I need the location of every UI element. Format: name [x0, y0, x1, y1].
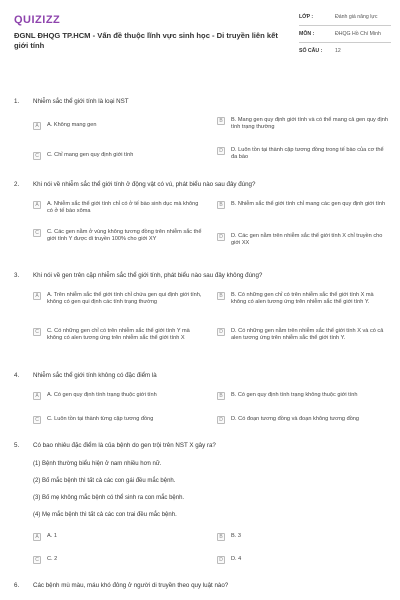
option-letter: B	[217, 392, 225, 400]
option-letter: A	[33, 533, 41, 541]
question-number: 5.	[14, 442, 20, 449]
option-letter: A	[33, 392, 41, 400]
option-text: C. Có những gen chỉ có trên nhiễm sắc thể giới tính Y mà không có alen tương ứng trên nhiễm sắc thể giới tính X	[47, 328, 190, 341]
option-text: A. Có gen quy định tính trạng thuộc giới tính	[47, 392, 157, 398]
option-text: C. Luôn tồn tại thành từng cặp tương đồng	[47, 416, 154, 422]
option-letter: C	[33, 556, 41, 564]
option-letter: D	[217, 556, 225, 564]
option-letter: D	[217, 328, 225, 336]
option-text: D. 4	[231, 556, 242, 562]
option-d[interactable]	[217, 147, 389, 161]
statement: (1) Bệnh thường biểu hiện ở nam nhiều hơn nữ.	[33, 461, 162, 467]
option-text: C. Các gen nằm ở vùng không tương đồng trên nhiễm sắc thể giới tính Y được di truyền 100% cho giới XY	[47, 229, 202, 242]
question-number: 3.	[14, 272, 20, 279]
option-letter: C	[33, 416, 41, 424]
quizizz-logo: QUIZIZZ	[14, 14, 61, 26]
option-letter: A	[33, 292, 41, 300]
option-d[interactable]	[217, 416, 389, 424]
option-b[interactable]	[217, 117, 389, 131]
question-number: 4.	[14, 372, 20, 379]
option-text: C. 2	[47, 556, 58, 562]
option-letter: D	[217, 233, 225, 241]
option-letter: C	[33, 328, 41, 336]
meta-label: MÔN :	[299, 31, 315, 37]
option-a[interactable]	[33, 392, 205, 400]
question-number: 6.	[14, 582, 20, 589]
option-c[interactable]	[33, 556, 205, 564]
question-text: Khi nói về nhiễm sắc thể giới tính ở động vật có vú, phát biểu nào sau đây đúng?	[33, 181, 256, 188]
option-letter: D	[217, 147, 225, 155]
option-d[interactable]	[217, 556, 389, 564]
statement: (3) Bố mẹ không mắc bệnh có thể sinh ra con mắc bệnh.	[33, 495, 185, 501]
option-b[interactable]	[217, 392, 389, 400]
option-a[interactable]	[33, 201, 205, 215]
option-text: A. Không mang gen	[47, 122, 97, 128]
question-text: Các bệnh mù màu, máu khó đông ở người di truyền theo quy luật nào?	[33, 582, 229, 589]
option-b[interactable]	[217, 201, 389, 209]
option-text: C. Chỉ mang gen quy định giới tính	[47, 152, 134, 158]
question-number: 2.	[14, 181, 20, 188]
worksheet-meta	[299, 14, 391, 55]
question-text: Khi nói về gen trên cặp nhiễm sắc thể giới tính, phát biểu nào sau đây không đúng?	[33, 272, 263, 279]
option-d[interactable]	[217, 233, 389, 247]
option-letter: D	[217, 416, 225, 424]
meta-label: SỐ CÂU :	[299, 48, 323, 54]
divider	[299, 42, 391, 43]
meta-value: ĐHQG Hồ Chí Minh	[335, 31, 381, 37]
option-c[interactable]	[33, 152, 203, 160]
meta-subject	[299, 31, 391, 38]
option-text: D. Có đoạn tương đồng và đoạn không tương đồng	[231, 416, 360, 422]
question-text: Có bao nhiêu đặc điểm là của bệnh do gen trội trên NST X gây ra?	[33, 442, 216, 449]
option-text: A. 1	[47, 533, 57, 539]
meta-count	[299, 48, 391, 55]
option-a[interactable]	[33, 122, 203, 130]
option-c[interactable]	[33, 416, 205, 424]
option-letter: B	[217, 533, 225, 541]
option-text: B. Nhiễm sắc thể giới tính chỉ mang các gen quy định giới tính	[231, 201, 386, 207]
option-text: B. Có gen quy định tính trạng không thuộc giới tính	[231, 392, 358, 398]
worksheet-header	[0, 0, 400, 80]
option-text: D. Các gen nằm trên nhiễm sắc thể giới tính X chỉ truyền cho giới XX	[231, 233, 383, 246]
meta-class	[299, 14, 391, 21]
meta-value: Đánh giá năng lực	[335, 14, 378, 20]
option-letter: A	[33, 122, 41, 130]
divider	[299, 25, 391, 26]
option-b[interactable]	[217, 292, 389, 306]
option-letter: C	[33, 152, 41, 160]
option-c[interactable]	[33, 229, 205, 243]
option-text: B. Có những gen chỉ có trên nhiễm sắc thể giới tính X mà không có alen tương ứng trên nhiễm sắc thể giới tính Y.	[231, 292, 374, 305]
option-letter: C	[33, 229, 41, 237]
option-c[interactable]	[33, 328, 205, 342]
option-letter: B	[217, 201, 225, 209]
option-a[interactable]	[33, 533, 205, 541]
statement: (2) Bố mắc bệnh thì tất cả các con gái đều mắc bệnh.	[33, 478, 176, 484]
option-text: B. 3	[231, 533, 241, 539]
option-b[interactable]	[217, 533, 389, 541]
question-text: Nhiễm sắc thể giới tính là loại NST	[33, 98, 129, 105]
statement: (4) Mẹ mắc bệnh thì tất cả các con trai đều mắc bệnh.	[33, 512, 177, 518]
option-d[interactable]	[217, 328, 389, 342]
option-text: D. Có những gen nằm trên nhiễm sắc thể giới tính X và có cả alen tương ứng trên nhiễm sắc thể giới tính Y.	[231, 328, 384, 341]
question-number: 1.	[14, 98, 20, 105]
option-text: A. Nhiễm sắc thể giới tính chỉ có ở tế bào sinh dục mà không có ở tế bào xôma	[47, 201, 199, 214]
question-text: Nhiễm sắc thể giới tính không có đặc điểm là	[33, 372, 157, 379]
option-a[interactable]	[33, 292, 205, 306]
option-letter: A	[33, 201, 41, 209]
option-text: A. Trên nhiễm sắc thể giới tính chỉ chứa gen qui định giới tính, không có gen qui định các tính trạng thường	[47, 292, 202, 305]
option-text: D. Luôn tồn tại thành cặp tương đồng trong tế bào của cơ thể đa bào	[231, 147, 384, 160]
worksheet-title: ĐGNL ĐHQG TP.HCM - Vấn đề thuộc lĩnh vực sinh học - Di truyền liên kết giới tính	[14, 31, 278, 50]
meta-label: LỚP :	[299, 14, 314, 20]
option-text: B. Mang gen quy định giới tính và có thể mang cả gen quy định tính trạng thường	[231, 117, 388, 130]
option-letter: B	[217, 292, 225, 300]
meta-value: 12	[335, 48, 341, 54]
option-letter: B	[217, 117, 225, 125]
